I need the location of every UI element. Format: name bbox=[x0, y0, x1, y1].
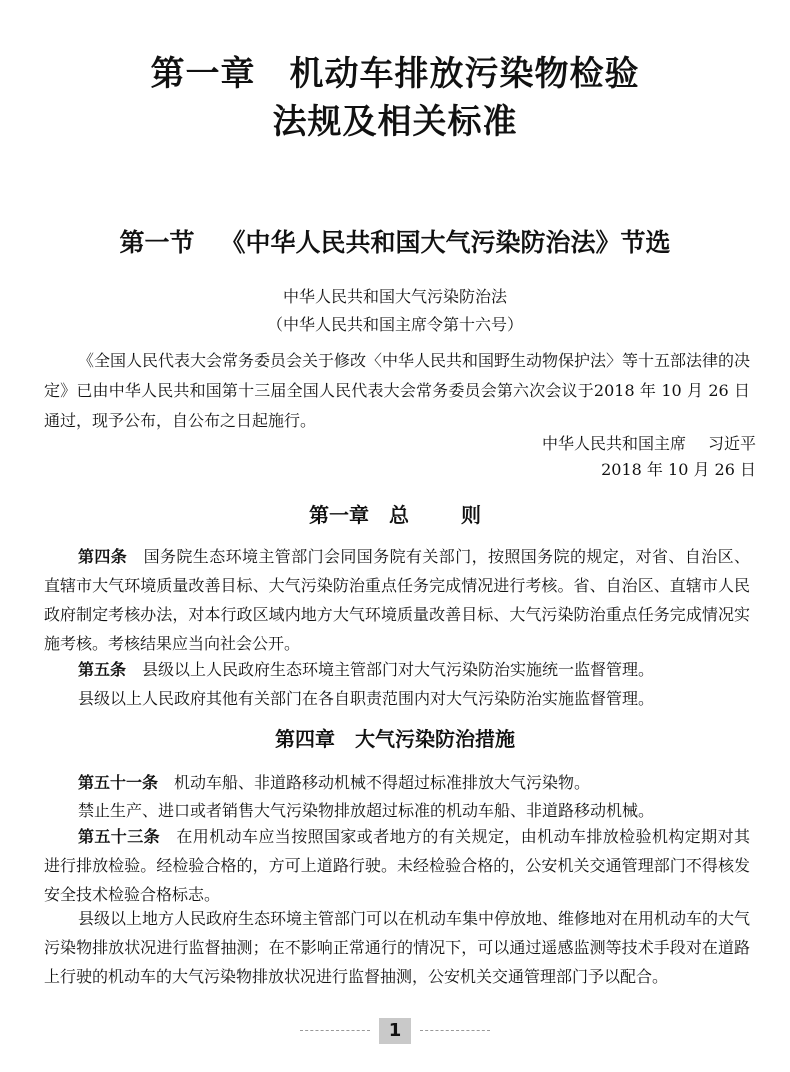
article-4-text: 国务院生态环境主管部门会同国务院有关部门，按照国务院的规定，对省、自治区、直辖市大气环境质量改善目标、大气污染防治重点任务完成情况进行考核。省、自治区、直辖市人民政府制定考核办法，对本行政区域内地方大气环境质量改善目标、大气污染防治重点任务完成情况实施考核。考核结果应当向社会公开。 bbox=[44, 547, 750, 653]
article-51 bbox=[44, 768, 750, 797]
page-footer bbox=[300, 1018, 490, 1044]
article-5-label: 第五条 bbox=[78, 660, 127, 679]
article-53-para2: 县级以上地方人民政府生态环境主管部门可以在机动车集中停放地、维修地对在用机动车的大气污染物排放状况进行监督抽测；在不影响正常通行的情况下，可以通过遥感监测等技术手段对在道路上行驶的机动车的大气污染物排放状况进行监督抽测，公安机关交通管理部门予以配合。 bbox=[44, 909, 751, 986]
chapter-title-line1 bbox=[0, 52, 790, 96]
article-4 bbox=[44, 542, 750, 658]
law-name: 中华人民共和国大气污染防治法 bbox=[282, 287, 507, 306]
signature-line bbox=[542, 432, 756, 456]
chapter-one-title-a: 总 bbox=[389, 503, 409, 527]
chapter-four-label: 第四章 bbox=[275, 727, 335, 751]
chapter-four-title: 大气污染防治措施 bbox=[355, 727, 515, 751]
article-51-para2: 禁止生产、进口或者销售大气污染物排放超过标准的机动车船、非道路移动机械。 bbox=[78, 801, 655, 820]
article-4-label: 第四条 bbox=[78, 547, 128, 566]
page-number: 1 bbox=[379, 1018, 411, 1044]
chapter-one-title-b: 则 bbox=[461, 503, 481, 527]
footer-rule-right bbox=[420, 1030, 490, 1031]
chapter-four-heading bbox=[0, 724, 790, 754]
article-51-text: 机动车船、非道路移动机械不得超过标准排放大气污染物。 bbox=[174, 773, 591, 792]
signature-name: 习近平 bbox=[707, 434, 756, 453]
signature-title: 中华人民共和国主席 bbox=[541, 434, 686, 453]
article-5 bbox=[44, 655, 750, 684]
article-53 bbox=[44, 822, 750, 909]
chapter-title-text: 机动车排放污染物检验 bbox=[289, 54, 640, 94]
article-51-label: 第五十一条 bbox=[78, 773, 159, 792]
signature-date: 2018 年 10 月 26 日 bbox=[601, 460, 756, 479]
chapter-one-label: 第一章 bbox=[309, 503, 369, 527]
article-5-text: 县级以上人民政府生态环境主管部门对大气污染防治实施统一监督管理。 bbox=[142, 660, 655, 679]
section-title bbox=[0, 226, 790, 260]
chapter-title-line2: 法规及相关标准 bbox=[272, 102, 518, 142]
article-53-label: 第五十三条 bbox=[78, 827, 160, 846]
chapter-one-heading bbox=[0, 500, 790, 530]
footer-rule-left bbox=[300, 1030, 370, 1031]
chapter-label: 第一章 bbox=[150, 54, 256, 94]
law-order: （中华人民共和国主席令第十六号） bbox=[266, 315, 523, 334]
article-53-text: 在用机动车应当按照国家或者地方的有关规定，由机动车排放检验机构定期对其进行排放检验。经检验合格的，方可上道路行驶。未经检验合格的，公安机关交通管理部门不得核发安全技术检验合格标志。 bbox=[44, 827, 750, 904]
section-label: 第一节 bbox=[119, 228, 195, 257]
preamble: 《全国人民代表大会常务委员会关于修改〈中华人民共和国野生动物保护法〉等十五部法律的决定》已由中华人民共和国第十三届全国人民代表大会常务委员会第六次会议于2018 年 10 月 26 日通过，现予公布，自公布之日起施行。 bbox=[44, 351, 751, 430]
article-5-para2: 县级以上人民政府其他有关部门在各自职责范围内对大气污染防治实施监督管理。 bbox=[78, 689, 655, 708]
section-title-text: 《中华人民共和国大气污染防治法》节选 bbox=[220, 228, 671, 257]
